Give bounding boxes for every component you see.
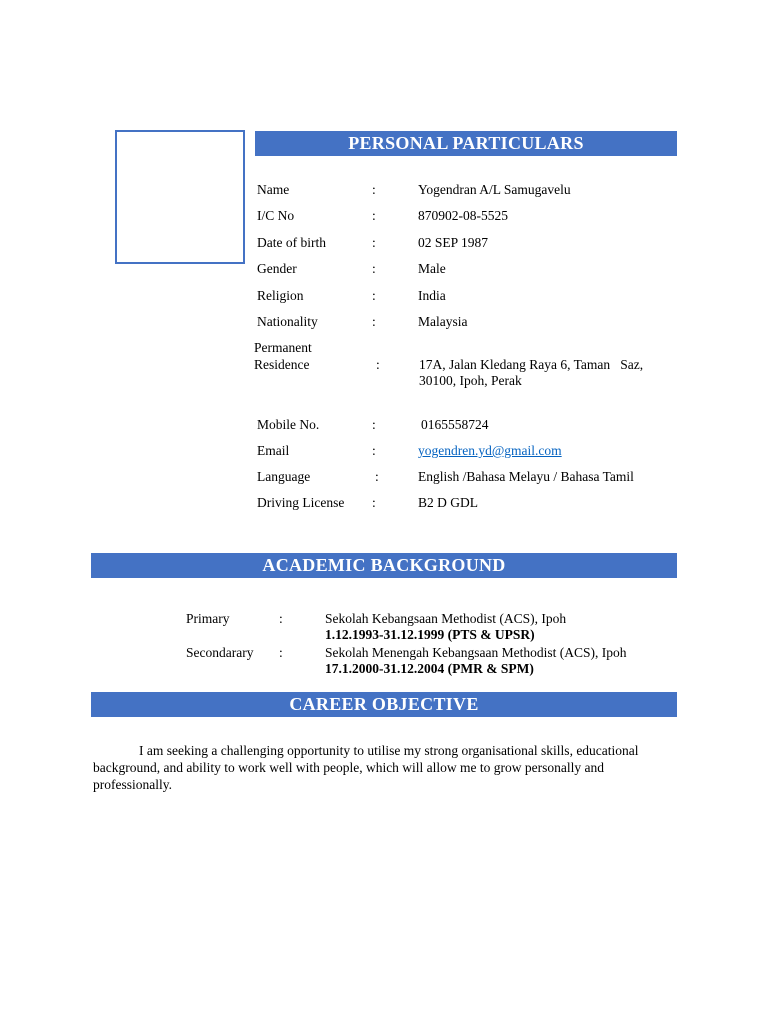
ic-colon: :: [372, 208, 376, 223]
academic-background-heading: ACADEMIC BACKGROUND: [91, 553, 677, 578]
gender-colon: :: [372, 261, 376, 276]
primary-dates: 1.12.1993-31.12.1999 (PTS & UPSR): [325, 627, 535, 642]
gender-value: Male: [418, 261, 446, 276]
personal-particulars-heading: PERSONAL PARTICULARS: [255, 131, 677, 156]
driving-license-colon: :: [372, 495, 376, 510]
email-label: Email: [257, 443, 290, 458]
mobile-colon: :: [372, 417, 376, 432]
career-objective-text: I am seeking a challenging opportunity to utilise my strong organisational skills, educational background, and ability to work well with people, which will allow me to grow personally and professionally.: [93, 743, 639, 792]
primary-label: Primary: [186, 611, 230, 626]
mobile-value: 0165558724: [421, 417, 489, 432]
ic-label: I/C No: [257, 208, 295, 223]
dob-value: 02 SEP 1987: [418, 235, 489, 250]
driving-license-value: B2 D GDL: [418, 495, 478, 510]
secondary-school: Sekolah Menengah Kebangsaan Methodist (ACS), Ipoh: [325, 645, 627, 660]
religion-label: Religion: [257, 288, 304, 303]
ic-value: 870902-08-5525: [418, 208, 508, 223]
residence-label-line2: Residence: [254, 357, 310, 372]
email-colon: :: [372, 443, 376, 458]
language-value: English /Bahasa Melayu / Bahasa Tamil: [418, 469, 634, 484]
nationality-label: Nationality: [257, 314, 318, 329]
career-objective-heading: CAREER OBJECTIVE: [91, 692, 677, 717]
secondary-colon: :: [279, 645, 283, 660]
name-label: Name: [257, 182, 290, 197]
language-label: Language: [257, 469, 311, 484]
nationality-colon: :: [372, 314, 376, 329]
dob-label: Date of birth: [257, 235, 326, 250]
primary-school: Sekolah Kebangsaan Methodist (ACS), Ipoh: [325, 611, 567, 626]
driving-license-label: Driving License: [257, 495, 345, 510]
religion-colon: :: [372, 288, 376, 303]
email-link[interactable]: yogendren.yd@gmail.com: [418, 443, 562, 458]
mobile-label: Mobile No.: [257, 417, 320, 432]
name-colon: :: [372, 182, 376, 197]
nationality-value: Malaysia: [418, 314, 468, 329]
name-value: Yogendran A/L Samugavelu: [418, 182, 571, 197]
photo-placeholder: [115, 130, 245, 264]
language-colon: :: [375, 469, 379, 484]
primary-colon: :: [279, 611, 283, 626]
residence-colon: :: [376, 357, 380, 372]
gender-label: Gender: [257, 261, 297, 276]
secondary-dates: 17.1.2000-31.12.2004 (PMR & SPM): [325, 661, 534, 676]
religion-value: India: [418, 288, 446, 303]
residence-label-line1: Permanent: [254, 340, 312, 355]
dob-colon: :: [372, 235, 376, 250]
residence-value-line1: 17A, Jalan Kledang Raya 6, Taman Saz,: [419, 357, 644, 372]
residence-value-line2: 30100, Ipoh, Perak: [419, 373, 522, 388]
secondary-label: Secondarary: [186, 645, 254, 660]
